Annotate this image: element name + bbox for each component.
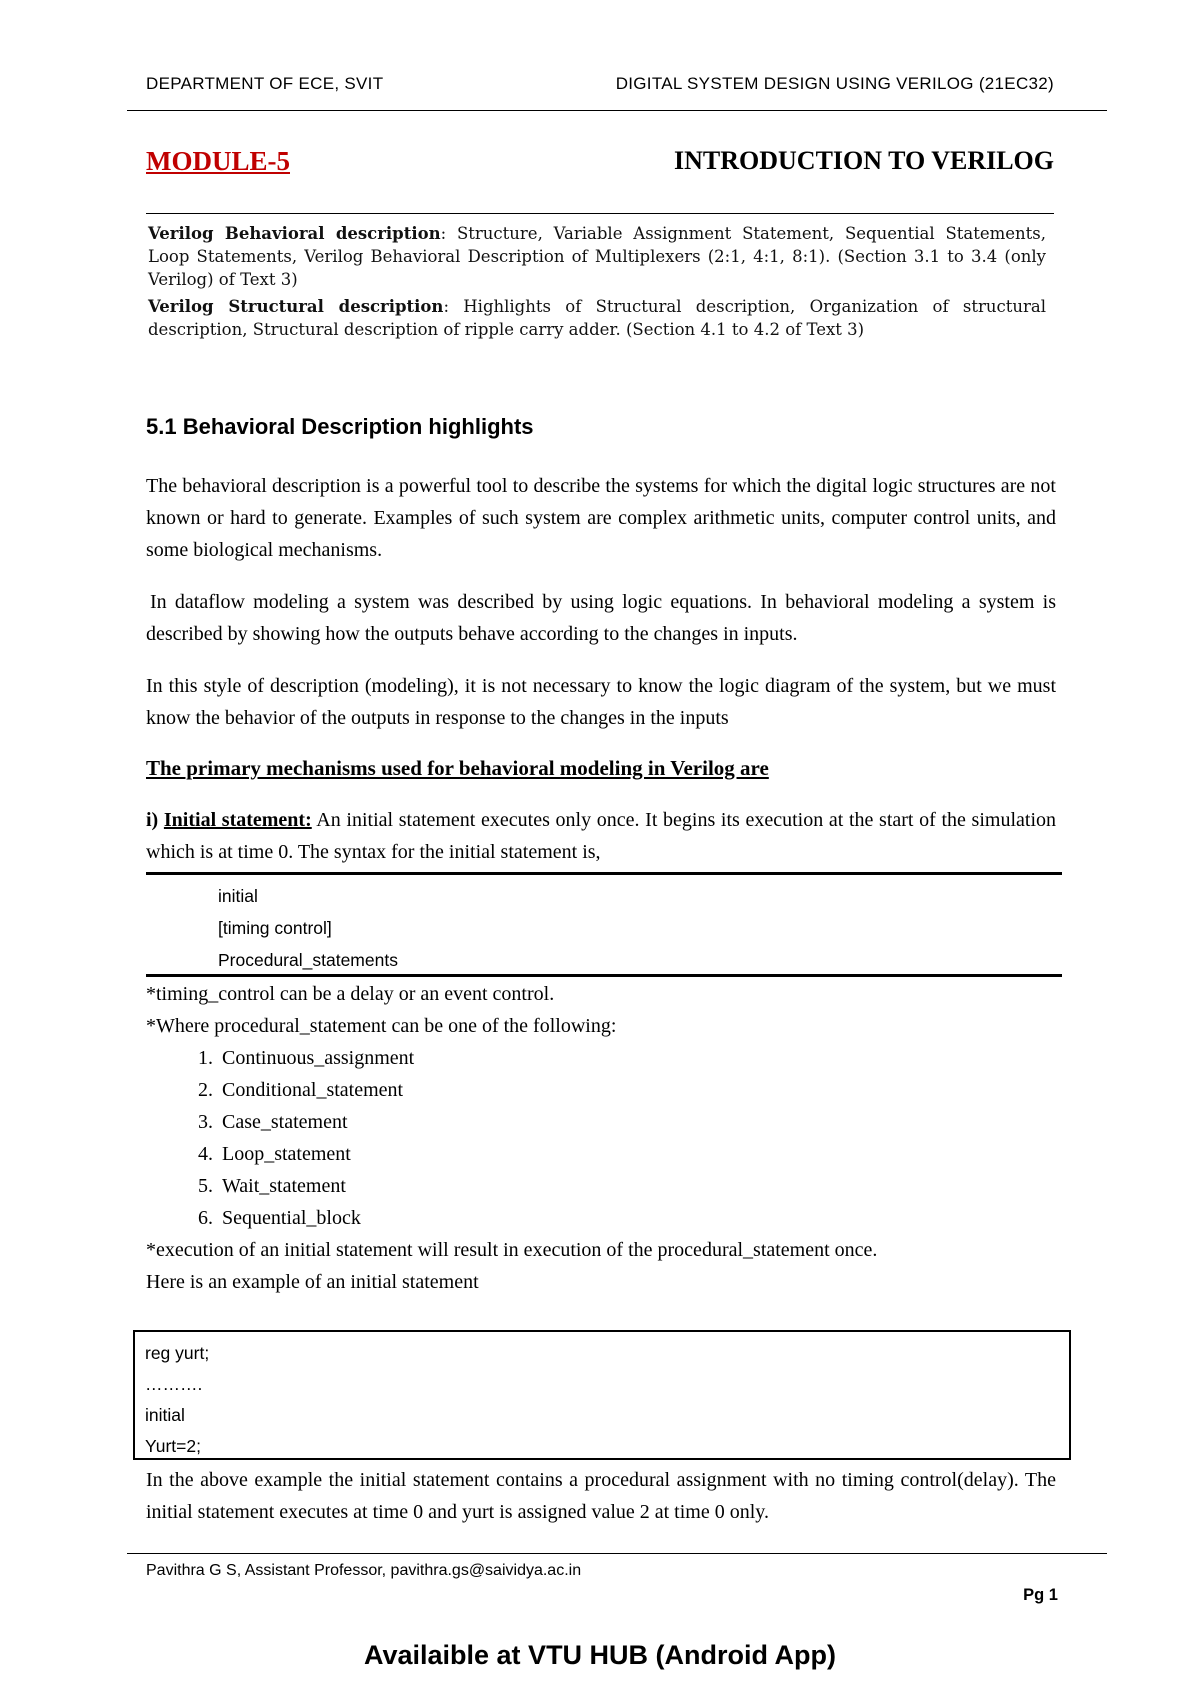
syntax-top-rule [146,872,1062,875]
list-item: 6. Sequential_block [218,1202,1056,1234]
header-divider [127,110,1107,111]
list-item: 2. Conditional_statement [218,1074,1056,1106]
paragraph-initial-statement [146,804,1056,868]
paragraph-text: The behavioral description is a powerful tool to describe the systems for which the digital logic structures are not known or hard to generate. Examples of such system are complex arithmetic units, computer control units, and some biological mechanisms. [146,475,1056,561]
module-title: INTRODUCTION TO VERILOG [674,146,1054,175]
where-note: *Where procedural_statement can be one of the following: [146,1015,617,1037]
footer-author: Pavithra G S, Assistant Professor, pavithra.gs@saividya.ac.in [146,1562,582,1579]
syntax-bottom-rule [146,974,1062,977]
example-intro: Here is an example of an initial statement [146,1271,479,1293]
paragraph-text [146,804,1056,868]
syntax-line: initial [218,886,258,906]
code-line: Yurt=2; [145,1436,201,1456]
list-item: 1. Continuous_assignment [218,1042,1056,1074]
example-code-box [133,1330,1071,1460]
example-code-lines [145,1338,209,1462]
syllabus-item-behavioral [148,222,1046,291]
paragraph-text: In this style of description (modeling), it is not necessary to know the logic diagram of the system, but we must know the behavior of the outputs in response to the changes in the inputs [146,675,1056,729]
module-label: MODULE-5 [146,146,290,176]
mechanisms-heading: The primary mechanisms used for behavioral modeling in Verilog are [146,756,769,780]
syntax-line: [timing control] [218,918,332,938]
execution-note: *execution of an initial statement will result in execution of the procedural_statement once. [146,1239,878,1261]
syllabus-item-text: : Highlights of Structural description, Organization of structural description, Structural description of ripple carry adder. (Section 4.1 to 4.2 of Text 3) [148,297,1046,339]
code-line: initial [145,1405,185,1425]
code-line: reg yurt; [145,1343,210,1363]
syllabus-item-title: Verilog Behavioral description [148,224,441,243]
syllabus-item-text: : Structure, Variable Assignment Statement, Sequential Statements, Loop Statements, Verilog Behavioral Description of Multiplexers (2:1, 4:1, 8:1). (Section 3.1 to 3.4 (only Verilog) of Text 3) [148,224,1047,289]
notes-block [146,978,1056,1298]
initial-label-wrap [164,809,312,831]
syllabus-item-structural [148,295,1046,341]
page-number: Pg 1 [1023,1586,1058,1604]
section-heading: 5.1 Behavioral Description highlights [146,414,534,439]
list-item: 3. Case_statement [218,1106,1056,1138]
procedural-statement-list [146,1042,1056,1234]
initial-prefix: i) [146,809,164,831]
paragraph-intro [146,470,1056,566]
paragraph-text: In the above example the initial statement contains a procedural assignment with no timing control(delay). The initial statement executes at time 0 and yurt is assigned value 2 at time 0 only. [146,1469,1056,1523]
list-item: 5. Wait_statement [218,1170,1056,1202]
syllabus-block [148,222,1046,345]
header-department: DEPARTMENT OF ECE, SVIT [146,74,384,93]
paragraph-text: In dataflow modeling a system was described by using logic equations. In behavioral modeling a system is described by showing how the outputs behave according to the changes in inputs. [146,591,1056,645]
paragraph-closing [146,1464,1056,1528]
paragraph-style [146,670,1056,734]
availability-banner: Availaible at VTU HUB (Android App) [363,1640,836,1670]
syntax-block [218,880,398,976]
code-line: ………. [145,1374,203,1394]
module-divider [146,213,1054,214]
list-item: 4. Loop_statement [218,1138,1056,1170]
syllabus-item-title: Verilog Structural description [148,297,444,316]
paragraph-dataflow [146,586,1056,650]
syntax-line: Procedural_statements [218,950,398,970]
timing-note: *timing_control can be a delay or an event control. [146,983,555,1005]
initial-text: An initial statement executes only once. It begins its execution at the start of the simulation which is at time 0. The syntax for the initial statement is, [146,809,1057,863]
initial-label: Initial statement: [163,809,312,831]
footer-divider [127,1553,1107,1554]
header-course: DIGITAL SYSTEM DESIGN USING VERILOG (21EC32) [615,74,1054,93]
